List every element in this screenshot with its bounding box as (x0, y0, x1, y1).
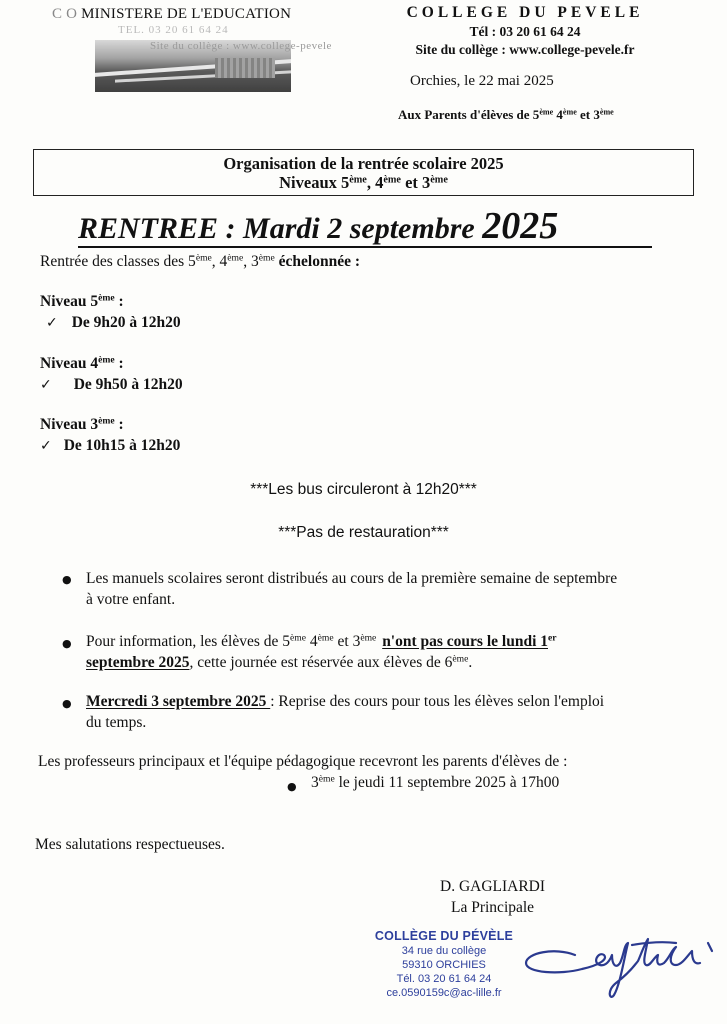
title-box (33, 149, 694, 196)
title-line-2: Niveaux 5ème, 4ème et 3ème (279, 173, 448, 192)
check-icon: ✓ (40, 438, 52, 454)
ministry-header: C O MINISTERE DE L'EDUCATION (52, 6, 292, 22)
bullet-icon: ● (62, 637, 72, 650)
level-5-label: Niveau 5ème : (40, 292, 124, 310)
signatory-name: D. GAGLIARDI (440, 878, 546, 895)
letter-date: Orchies, le 22 mai 2025 (410, 73, 554, 89)
college-name: COLLEGE DU PEVELE (406, 4, 644, 21)
recipients-line: Aux Parents d'élèves de 5ème 4ème et 3ème (398, 107, 614, 122)
level-5-time: ✓ De 9h20 à 12h20 (46, 314, 181, 331)
bullet-mercredi: Mercredi 3 septembre 2025 : Reprise des cours pour tous les élèves selon l'emploi du temps. (86, 693, 605, 731)
signatory-role: La Principale (451, 899, 535, 916)
stamp-college-name: COLLÈGE DU PÉVÈLE (374, 929, 514, 943)
restauration-notice: ***Pas de restauration*** (278, 524, 449, 541)
check-icon: ✓ (46, 315, 58, 331)
level-3-label: Niveau 3ème : (40, 415, 124, 433)
title-line-1: Organisation de la rentrée scolaire 2025 (223, 154, 504, 173)
bullet-icon: ● (62, 573, 72, 586)
college-website: Site du collège : www.college-pevele.fr (415, 42, 635, 57)
stamp-address-2: 59310 ORCHIES (402, 959, 486, 971)
bullet-manuels: Les manuels scolaires seront distribués au cours de la première semaine de septembre à votre enfant. (86, 570, 618, 608)
stamp-phone: Tél. 03 20 61 64 24 (396, 973, 492, 985)
level-4-time: ✓ De 9h50 à 12h20 (40, 376, 183, 393)
stamp-email: ce.0590159c@ac-lille.fr (386, 987, 502, 999)
bus-notice: ***Les bus circuleront à 12h20*** (250, 481, 477, 498)
faint-phone-line: TEL. 03 20 61 64 24 (118, 24, 229, 36)
handwritten-signature (520, 925, 725, 1005)
faint-site-line: Site du collège : www.college-pevele (150, 40, 332, 52)
level-4-label: Niveau 4ème : (40, 354, 124, 372)
level-3-time: ✓ De 10h15 à 12h20 (40, 437, 181, 454)
intro-line: Rentrée des classes des 5ème, 4ème, 3ème échelonnée : (40, 252, 360, 270)
meeting-date: 3ème le jeudi 11 septembre 2025 à 17h00 (311, 773, 560, 791)
stamp-address-1: 34 rue du collège (401, 945, 487, 957)
professors-line: Les professeurs principaux et l'équipe pédagogique recevront les parents d'élèves de : (38, 753, 568, 770)
closing-line: Mes salutations respectueuses. (35, 836, 225, 853)
rentree-heading: RENTREE : Mardi 2 septembre 2025 (78, 204, 652, 248)
bullet-icon: ● (287, 780, 297, 793)
bullet-information: Pour information, les élèves de 5ème 4ème et 3ème n'ont pas cours le lundi 1er septembre 2025, cette journée est réservée aux élèves de 6ème. (86, 632, 557, 671)
bullet-icon: ● (62, 697, 72, 710)
check-icon: ✓ (40, 377, 52, 393)
college-phone: Tél : 03 20 61 64 24 (469, 24, 581, 39)
